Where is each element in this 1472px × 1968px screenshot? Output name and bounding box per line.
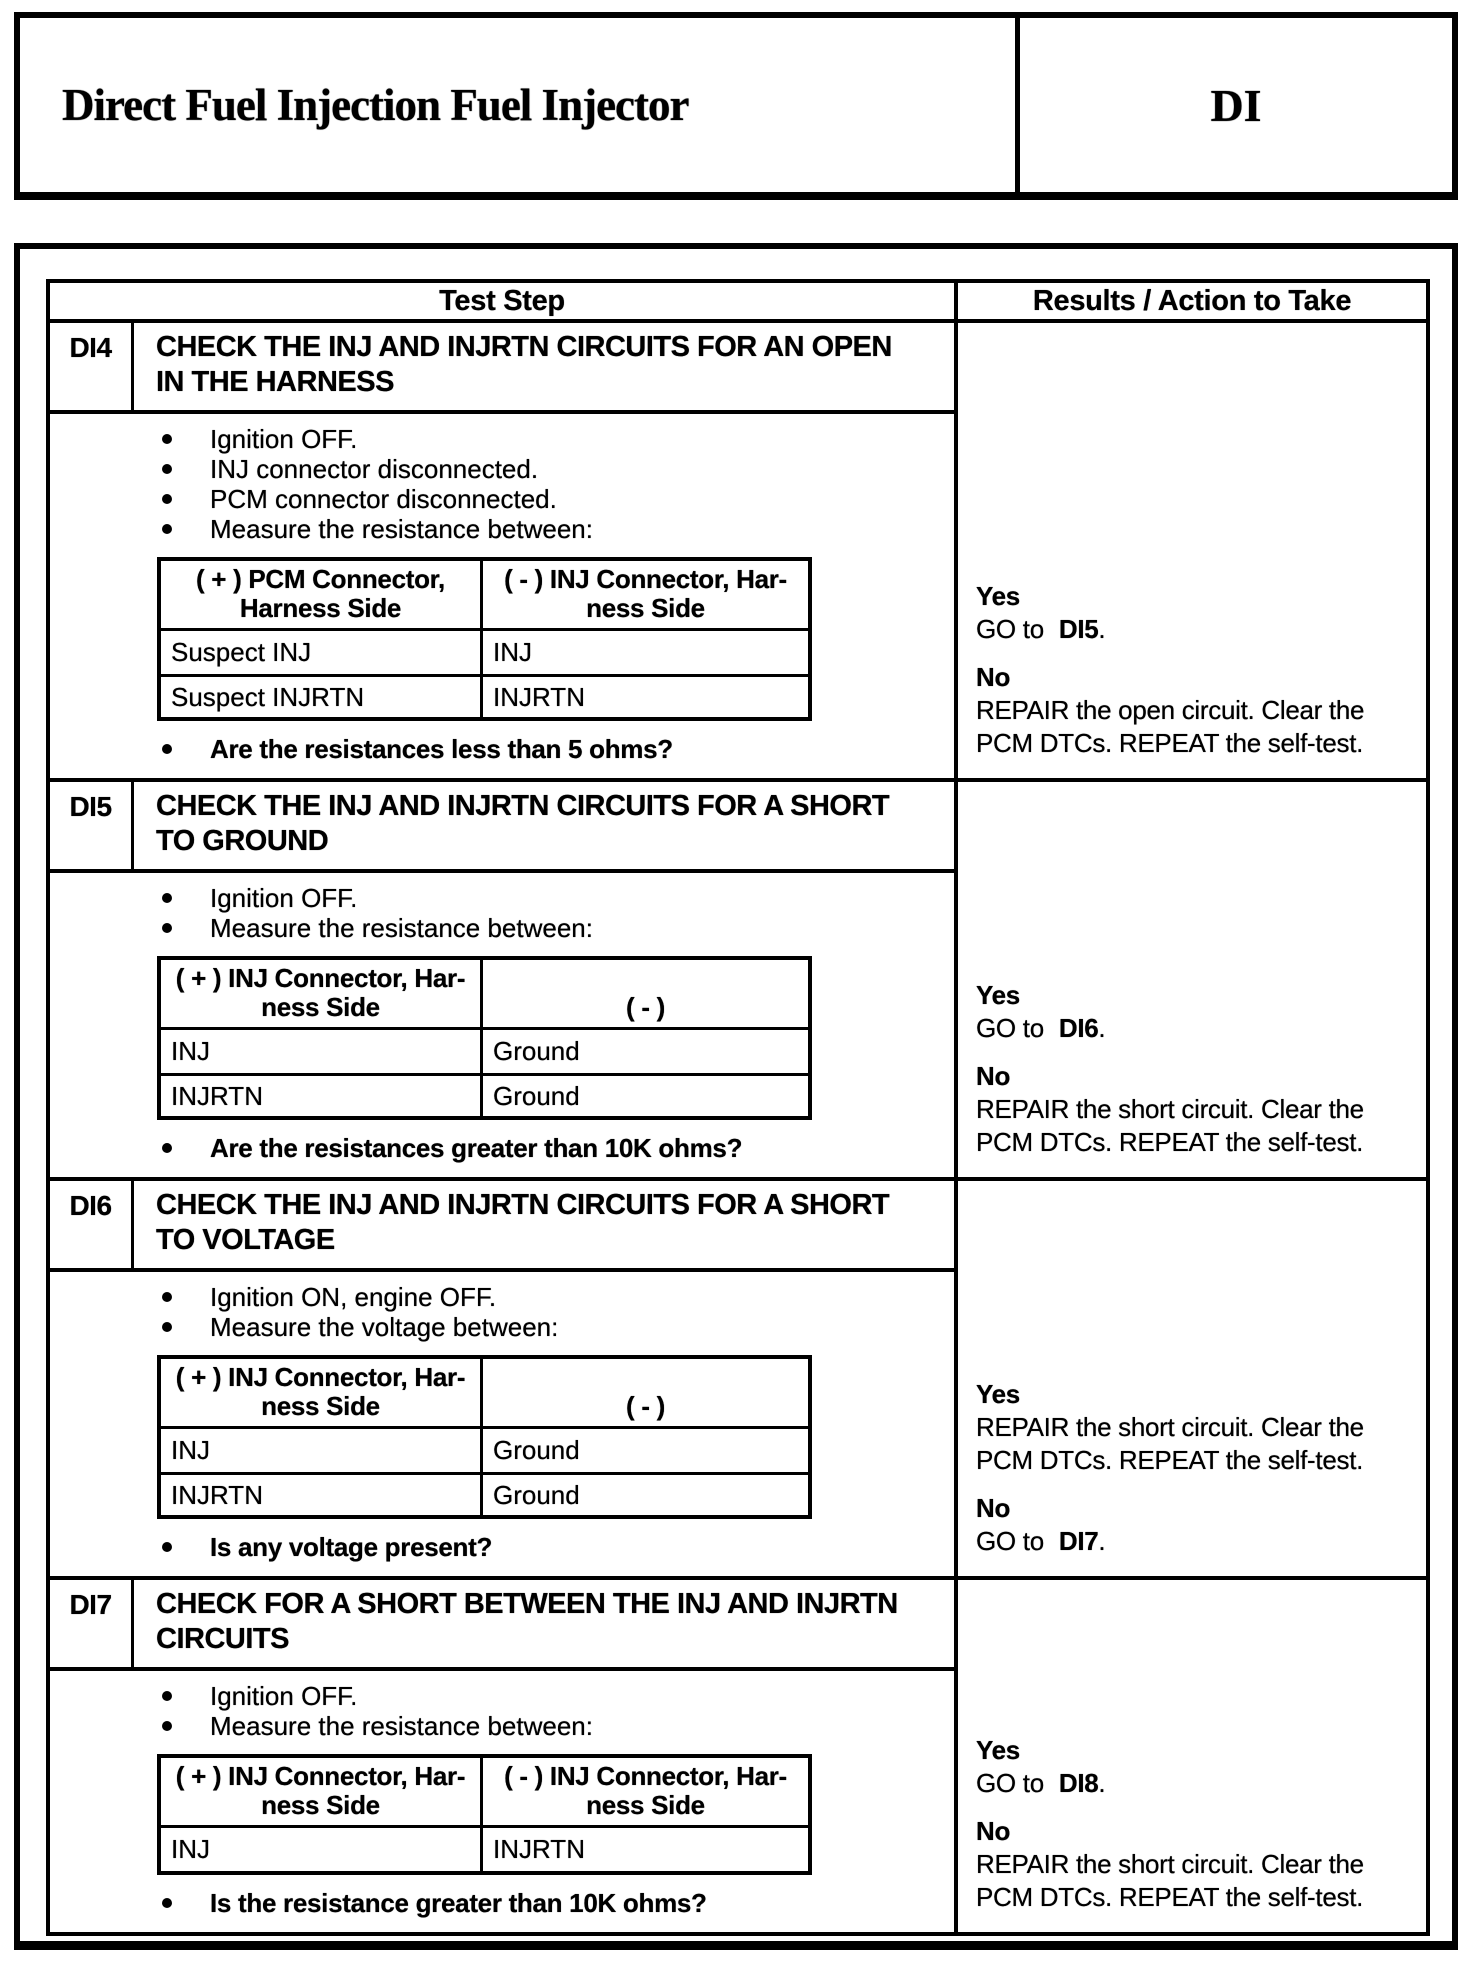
measure-table-cell: Ground (493, 1036, 580, 1066)
page-header-title-cell (20, 18, 1020, 192)
result-goto-ref: DI6 (1058, 1013, 1099, 1043)
measure-table-header-cell: ( - ) (626, 992, 665, 1022)
step-heading (50, 1181, 954, 1272)
step-title: CHECK THE INJ AND INJRTN CIRCUITS FOR A SHORT TO GROUND (156, 790, 890, 857)
result-action (976, 1525, 1418, 1558)
result-action (976, 1012, 1418, 1045)
bullet-text: Measure the resistance between: (210, 913, 593, 943)
measure-table-row (161, 1429, 808, 1472)
step-body (50, 873, 954, 1177)
result-label: Yes (976, 980, 1020, 1010)
result-action (976, 613, 1418, 646)
table-header-row (50, 283, 1426, 323)
result-action-suffix: . (1098, 1526, 1106, 1556)
step-question (50, 1133, 954, 1163)
result-action (976, 1767, 1418, 1800)
result-label: Yes (976, 1379, 1020, 1409)
measure-table (157, 956, 812, 1120)
result-goto-ref: DI7 (1058, 1526, 1099, 1556)
measure-table-cell: INJ (161, 1429, 483, 1472)
step-body (50, 414, 954, 778)
result-action-text: GO to (976, 614, 1044, 644)
bullet-text: Measure the resistance between: (210, 1711, 593, 1741)
result-action (976, 1411, 1418, 1477)
bullet-icon (162, 464, 172, 474)
bullet-item (50, 514, 954, 544)
step-heading (50, 1580, 954, 1671)
result-action (976, 1093, 1418, 1159)
measure-table-cell: Ground (493, 1435, 580, 1465)
bullet-icon (162, 434, 172, 444)
step-title: CHECK THE INJ AND INJRTN CIRCUITS FOR AN OPEN IN THE HARNESS (156, 331, 892, 398)
result-label: No (976, 662, 1011, 692)
bullet-text: Ignition OFF. (210, 1681, 358, 1711)
bullet-text: Ignition OFF. (210, 424, 358, 454)
result-action-text: REPAIR the short circuit. Clear the PCM DTCs. REPEAT the self-test. (976, 1849, 1364, 1912)
test-step-section-di6 (50, 1181, 1426, 1580)
bullet-item (50, 1681, 954, 1711)
bullet-item (50, 484, 954, 514)
test-step-section-di5 (50, 782, 1426, 1181)
page-header-code-cell (1020, 18, 1452, 192)
result-action (976, 694, 1418, 760)
column-header-results: Results / Action to Take (1032, 284, 1352, 317)
step-id-badge: DI6 (50, 1181, 134, 1268)
measure-table (157, 557, 812, 721)
result-action (976, 1848, 1418, 1914)
step-question (50, 1888, 954, 1918)
step-question (50, 734, 954, 764)
measure-table-cell: Suspect INJ (161, 631, 483, 674)
bullet-item (50, 1282, 954, 1312)
measure-table-header-cell: ( - ) INJ Connector, Har- ness Side (504, 1761, 787, 1820)
step-heading (50, 323, 954, 414)
measure-table-header-row (161, 960, 808, 1030)
step-question (50, 1532, 954, 1562)
measure-table-cell: INJRTN (493, 681, 585, 712)
measure-table-header-cell: ( + ) INJ Connector, Har- ness Side (161, 960, 483, 1027)
question-text: Are the resistances greater than 10K ohms? (210, 1133, 743, 1163)
result-action-text: REPAIR the short circuit. Clear the PCM DTCs. REPEAT the self-test. (976, 1094, 1364, 1157)
test-step-cell (50, 323, 958, 778)
bullet-text: Ignition OFF. (210, 883, 358, 913)
result-label: No (976, 1061, 1011, 1091)
column-header-test-step: Test Step (50, 283, 958, 319)
result-label: Yes (976, 1735, 1020, 1765)
bullet-icon (162, 494, 172, 504)
bullet-text: PCM connector disconnected. (210, 484, 557, 514)
measure-table-cell: INJRTN (493, 1834, 585, 1864)
test-step-cell (50, 782, 958, 1177)
result-action-suffix: . (1098, 614, 1106, 644)
step-body (50, 1671, 954, 1932)
result-action-text: REPAIR the short circuit. Clear the PCM DTCs. REPEAT the self-test. (976, 1412, 1364, 1475)
bullet-item (50, 1711, 954, 1741)
result-label: No (976, 1816, 1011, 1846)
bullet-item (50, 1312, 954, 1342)
measure-table-row (161, 1030, 808, 1073)
test-step-cell (50, 1181, 958, 1576)
result-action-text: GO to (976, 1768, 1044, 1798)
bullet-icon (162, 1322, 172, 1332)
measure-table-header-cell: ( - ) INJ Connector, Har- ness Side (504, 564, 787, 623)
measure-table-header-cell: ( - ) (626, 1391, 665, 1421)
measure-table-cell: INJ (161, 1030, 483, 1073)
bullet-icon (162, 893, 172, 903)
content-frame (14, 243, 1458, 1950)
measure-table-header-cell: ( + ) INJ Connector, Har- ness Side (161, 1359, 483, 1426)
test-step-cell (50, 1580, 958, 1932)
bullet-icon (162, 744, 172, 754)
measure-table-row (161, 1073, 808, 1116)
measure-table-header-cell: ( + ) INJ Connector, Har- ness Side (161, 1758, 483, 1825)
measure-table-header-row (161, 1758, 808, 1828)
results-cell (958, 782, 1426, 1177)
measure-table-cell: INJRTN (161, 1076, 483, 1116)
measure-table-cell: Ground (493, 1479, 580, 1510)
results-cell (958, 1580, 1426, 1932)
bullet-icon (162, 1898, 172, 1908)
bullet-text: Measure the voltage between: (210, 1312, 559, 1342)
bullet-item (50, 424, 954, 454)
measure-table-row (161, 1472, 808, 1515)
result-goto-ref: DI8 (1058, 1768, 1099, 1798)
bullet-item (50, 913, 954, 943)
measure-table-row (161, 674, 808, 717)
measure-table (157, 1754, 812, 1875)
measure-table-cell: Ground (493, 1080, 580, 1111)
measure-table-cell: INJ (493, 637, 532, 667)
results-cell (958, 323, 1426, 778)
result-label: No (976, 1493, 1011, 1523)
test-step-section-di7 (50, 1580, 1426, 1932)
bullet-icon (162, 923, 172, 933)
pinpoint-test-table (46, 279, 1430, 1936)
result-label: Yes (976, 581, 1020, 611)
measure-table-cell: INJRTN (161, 1475, 483, 1515)
measure-table-header-row (161, 1359, 808, 1429)
bullet-icon (162, 1542, 172, 1552)
page-header (14, 12, 1458, 200)
bullet-icon (162, 1691, 172, 1701)
results-cell (958, 1181, 1426, 1576)
question-text: Is the resistance greater than 10K ohms? (210, 1888, 707, 1918)
step-heading (50, 782, 954, 873)
result-action-text: GO to (976, 1526, 1044, 1556)
bullet-icon (162, 1292, 172, 1302)
bullet-icon (162, 524, 172, 534)
result-goto-ref: DI5 (1058, 614, 1099, 644)
section-code: DI (1210, 79, 1262, 131)
measure-table-cell: Suspect INJRTN (161, 677, 483, 717)
step-title: CHECK THE INJ AND INJRTN CIRCUITS FOR A SHORT TO VOLTAGE (156, 1189, 890, 1256)
result-action-suffix: . (1098, 1768, 1106, 1798)
step-id-badge: DI4 (50, 323, 134, 410)
result-action-suffix: . (1098, 1013, 1106, 1043)
measure-table-cell: INJ (161, 1828, 483, 1871)
step-id-badge: DI5 (50, 782, 134, 869)
question-text: Are the resistances less than 5 ohms? (210, 734, 673, 764)
result-action-text: REPAIR the open circuit. Clear the PCM DTCs. REPEAT the self-test. (976, 695, 1365, 758)
bullet-icon (162, 1143, 172, 1153)
measure-table-header-cell: ( + ) PCM Connector, Harness Side (161, 561, 483, 628)
measure-table-row (161, 631, 808, 674)
question-text: Is any voltage present? (210, 1532, 493, 1562)
step-id-badge: DI7 (50, 1580, 134, 1667)
measure-table-header-row (161, 561, 808, 631)
measure-table-row (161, 1828, 808, 1871)
step-title: CHECK FOR A SHORT BETWEEN THE INJ AND INJRTN CIRCUITS (156, 1588, 898, 1655)
test-step-section-di4 (50, 323, 1426, 782)
document-title: Direct Fuel Injection Fuel Injector (62, 80, 689, 130)
bullet-item (50, 454, 954, 484)
bullet-text: Ignition ON, engine OFF. (210, 1282, 497, 1312)
bullet-text: Measure the resistance between: (210, 514, 593, 544)
bullet-item (50, 883, 954, 913)
step-body (50, 1272, 954, 1576)
result-action-text: GO to (976, 1013, 1044, 1043)
bullet-text: INJ connector disconnected. (210, 454, 539, 484)
measure-table (157, 1355, 812, 1519)
bullet-icon (162, 1721, 172, 1731)
